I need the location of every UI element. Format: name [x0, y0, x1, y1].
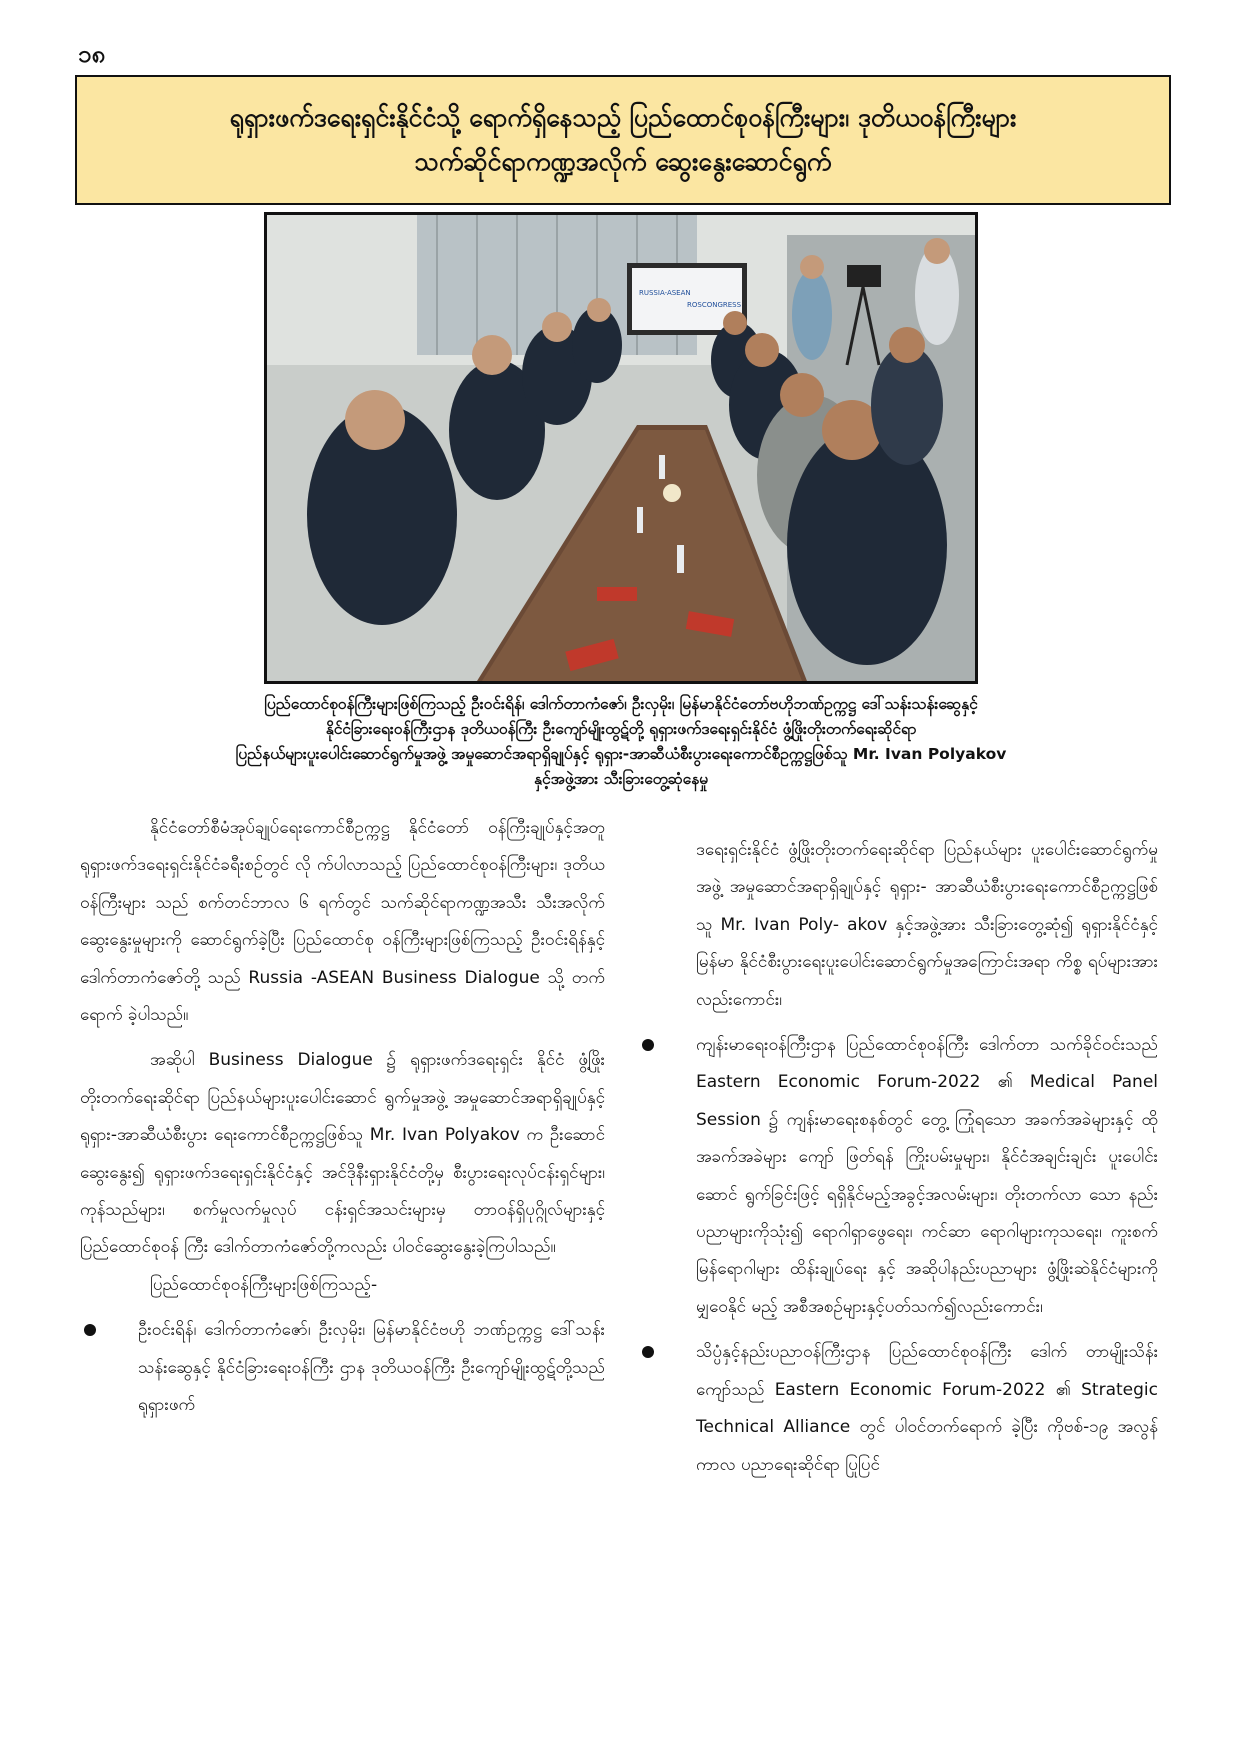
text-line: သိပ္ပံနှင့်နည်းပညာဝန်ကြီးဌာန ပြည်ထောင်စုဝန်ကြီး ဒေါက် — [696, 1342, 1068, 1363]
bullet-item-3 — [638, 1334, 1158, 1484]
screen-text-2: ROSCONGRESS — [687, 301, 742, 309]
meeting-photo — [264, 212, 978, 684]
text-line: သည် Russia -ASEAN Business Dialogue သို့ တက်ရောက် — [80, 967, 605, 1026]
text-line: စီးပွားရေးလုပ်ငန်းရှင်များ၊ ကုန်သည်များ၊ စက်မှုလက်မှုလုပ် — [80, 1162, 606, 1221]
text-line: ခဲ့ပြီး ကိုဗစ်-၁၉ အလွန်ကာလ ပညာရေးဆိုင်ရာ ပြုပြင် — [696, 1417, 1159, 1475]
text-line: ပူးပေါင်းဆောင်ရွက်မှုအဖွဲ့ အမှုဆောင်အရာရှိချုပ်နှင့် ရုရှား- — [696, 840, 1158, 898]
text-line: ရွက်ခြင်းဖြင့် ရရှိနိုင်မည့်အခွင့်အလမ်းများ၊ တိုးတက်လာ — [744, 1184, 1082, 1205]
text-line: ဆွေးနွေး၍ ရုရှားဖက်ဒရေးရှင်းနိုင်ငံနှင့် အင်ဒိုနီးရှားနိုင်ငံတို့မှ — [80, 1162, 444, 1183]
text-line: ဦးဝင်းရိန်၊ ဒေါက်တာကံဇော်၊ ဦးလှမိုး၊ မြန်မာနိုင်ငံဗဟို — [138, 1320, 466, 1341]
page-number: ၁၈ — [78, 40, 106, 68]
paragraph-3: ပြည်ထောင်စုဝန်ကြီးများဖြစ်ကြသည့်- — [150, 1274, 378, 1295]
text-line: ဝန်ကြီးချုပ်နှင့်အတူ ရုရှားဖက်ဒရေးရှင်းနိုင်ငံခရီးစဉ်တွင် လို — [80, 818, 605, 876]
screen-text-1: RUSSIA-ASEAN — [639, 289, 691, 297]
text-line: က်ပါလာသည့် ပြည်ထောင်စုဝန်ကြီးများ၊ ဒုတိယဝန်ကြီးများ — [80, 855, 605, 913]
text-line: သီးအလိုက် ဆွေးနွေးမှုများကို ဆောင်ရွက်ခဲ့ပြီး ပြည်ထောင်စု — [80, 892, 605, 951]
water-bottle — [677, 545, 684, 573]
text-line: ဘဏ်ဥက္ကဋ္ဌ ဒေါ်သန်းသန်းဆွေနှင့် နိုင်ငံခြားရေးဝန်ကြီး — [138, 1320, 605, 1378]
text-line: akov နှင့်အဖွဲ့အား သီးခြားတွေ့ဆုံ၍ ရုရှားနိုင်ငံနှင့် မြန်မာ — [696, 914, 1158, 973]
text-line: ဌာန ဒုတိယဝန်ကြီး ဦးကျော်မျိုးထွဋ်တို့သည် ရုရှားဖက် — [138, 1357, 605, 1416]
headline-line-2: သက်ဆိုင်ရာကဏ္ဍအလိုက် ဆွေးနွေးဆောင်ရွက် — [414, 147, 832, 176]
caption-line-4: နှင့်အဖွဲ့အား သီးခြားတွေ့ဆုံနေမှု — [534, 770, 708, 788]
bullet-dot — [84, 1324, 96, 1336]
paragraph-2 — [80, 1042, 605, 1266]
text-line: ဒရေးရှင်းနိုင်ငံ ဖွံ့ဖြိုးတိုးတက်ရေးဆိုင်ရာ ပြည်နယ်များ — [696, 840, 1022, 860]
caption-line-2: နိုင်ငံခြားရေးဝန်ကြီးဌာန ဒုတိယဝန်ကြီး ဦးကျော်မျိုးထွဋ်တို့ ရုရှားဖက်ဒရေးရှင်းနိုင်ငံ ဖွံ့ဖြိုးတိုးတက်ရေးဆိုင်ရာ — [325, 720, 917, 738]
bullet-dot — [642, 1039, 654, 1051]
text-line: ကြုံရသော အခက်အခဲများနှင့် ထိုအခက်အခဲများ ကျော် — [696, 1109, 1158, 1168]
text-line: ရေးကောင်စီဥက္ကဋ္ဌဖြစ်သူ Mr. Ivan Polyakov က ဦးဆောင် — [214, 1125, 605, 1146]
text-line: သည် စက်တင်ဘာလ ၆ ရက်တွင် သက်ဆိုင်ရာကဏ္ဍအသီး — [155, 892, 527, 913]
caption-line-3: ပြည်နယ်များပူးပေါင်းဆောင်ရွက်မှုအဖွဲ့ အမှုဆောင်အရာရှိချုပ်နှင့် ရုရှား-အာဆီယံစီးပွားရေးကောင်စီဥက္ကဋ္ဌဖြစ်သူ Mr. Ivan Polyakov — [235, 745, 1007, 763]
headline-line-1: ရုရှားဖက်ဒရေးရှင်းနိုင်ငံသို့ ရောက်ရှိနေသည့် ပြည်ထောင်စုဝန်ကြီးများ၊ ဒုတိယဝန်ကြီးများ — [229, 103, 1017, 132]
paragraph-1 — [80, 810, 605, 1034]
text-line: ဖြတ်ရန် ကြိုးပမ်းမှုများ၊ နိုင်ငံအချင်းချင်း ပူးပေါင်းဆောင် — [696, 1147, 1158, 1205]
folder — [597, 587, 637, 601]
photo-caption — [84, 692, 1158, 792]
text-line: ၏ Strategic Technical Alliance တွင် ပါဝင်တက်ရောက် — [696, 1379, 1158, 1438]
meeting-photo-illustration — [267, 215, 975, 681]
text-line: သက်ခိုင်ဝင်းသည် Eastern Economic Forum-2022 ၏ — [696, 1035, 1158, 1093]
text-line: နိုင်ငံတော်စီမံအုပ်ချုပ်ရေးကောင်စီဥက္ကဋ္ဌ နိုင်ငံတော် — [150, 818, 470, 838]
text-line: ငန်းရှင်အသင်းများမှ တာဝန်ရှိပုဂ္ဂိုလ်များနှင့် ပြည်ထောင်စုဝန် — [80, 1200, 606, 1258]
bullet-item-1-continued — [638, 832, 1158, 1019]
text-line: သော နည်းပညာများကိုသုံး၍ ရောဂါရှာဖွေရေး၊ ကင်ဆာ — [696, 1184, 1159, 1243]
text-line: နှင့် အဆိုပါနည်းပညာများ ဖွံ့ဖြိုးဆဲနိုင်ငံများကို မျှဝေနိုင် — [696, 1259, 1159, 1317]
text-line: ရပ်များအား လည်းကောင်း၊ — [696, 952, 1158, 1010]
water-bottle — [637, 507, 643, 533]
bullet-dot — [642, 1346, 654, 1358]
bullet-item-1 — [80, 1312, 605, 1424]
text-line: ရောဂါများကုသရေး၊ ကူးစက်မြန်ရောဂါများ ထိန်းချုပ်ရေး — [696, 1222, 1158, 1280]
text-line: မည့် အစီအစဉ်များနှင့်ပတ်သက်၍လည်းကောင်း၊ — [751, 1296, 1043, 1317]
right-column — [638, 832, 1158, 1484]
text-line: အဆိုပါ Business Dialogue ၌ ရုရှားဖက်ဒရေးရှင်း — [150, 1050, 523, 1071]
water-bottle — [659, 455, 665, 479]
text-line: ကြီး ဒေါက်တာကံဇော်တို့ကလည်း ပါဝင်ဆွေးနွေးခဲ့ကြပါသည်။ — [184, 1237, 556, 1258]
text-line: ခဲ့ပါသည်။ — [128, 1005, 189, 1026]
text-line: နိုင်ငံစီးပွားရေးပူးပေါင်းဆောင်ရွက်မှုအကြောင်းအရာ ကိစ္စ — [739, 952, 1083, 973]
text-line: Medical Panel Session ၌ ကျန်းမာရေးစနစ်တွင် တွေ့ — [696, 1072, 1158, 1130]
text-line: ရွက်မှုအဖွဲ့ အမှုဆောင်အရာရှိချုပ်နှင့် ရုရှား-အာဆီယံစီးပွား — [80, 1087, 605, 1146]
text-line: ဝန်ကြီးများဖြစ်ကြသည့် ဦးဝင်းရိန်နှင့် ဒေါက်တာကံဇော်တို့ — [80, 930, 605, 988]
left-column — [80, 810, 605, 1425]
text-line: တာမျိုးသိန်းကျော်သည် Eastern Economic Forum-2022 — [696, 1342, 1159, 1400]
bullet-item-2 — [638, 1027, 1158, 1326]
text-line: နိုင်ငံ ဖွံ့ဖြိုးတိုးတက်ရေးဆိုင်ရာ ပြည်နယ်များပူးပေါင်းဆောင် — [80, 1050, 606, 1108]
headline-box — [75, 75, 1171, 205]
caption-line-1: ပြည်ထောင်စုဝန်ကြီးများဖြစ်ကြသည့် ဦးဝင်းရိန်၊ ဒေါက်တာကံဇော်၊ ဦးလှမိုး၊ မြန်မာနိုင်ငံတော်ဗဟိုဘဏ်ဥက္ကဋ္ဌ ဒေါ်သန်းသန်းဆွေနှင့် — [264, 695, 978, 713]
text-line: ကျန်းမာရေးဝန်ကြီးဌာန ပြည်ထောင်စုဝန်ကြီး ဒေါက်တာ — [696, 1035, 1040, 1056]
flower-vase — [663, 484, 681, 502]
text-line: အာဆီယံစီးပွားရေးကောင်စီဥက္ကဋ္ဌဖြစ်သူ Mr. Ivan Poly- — [696, 877, 1158, 935]
